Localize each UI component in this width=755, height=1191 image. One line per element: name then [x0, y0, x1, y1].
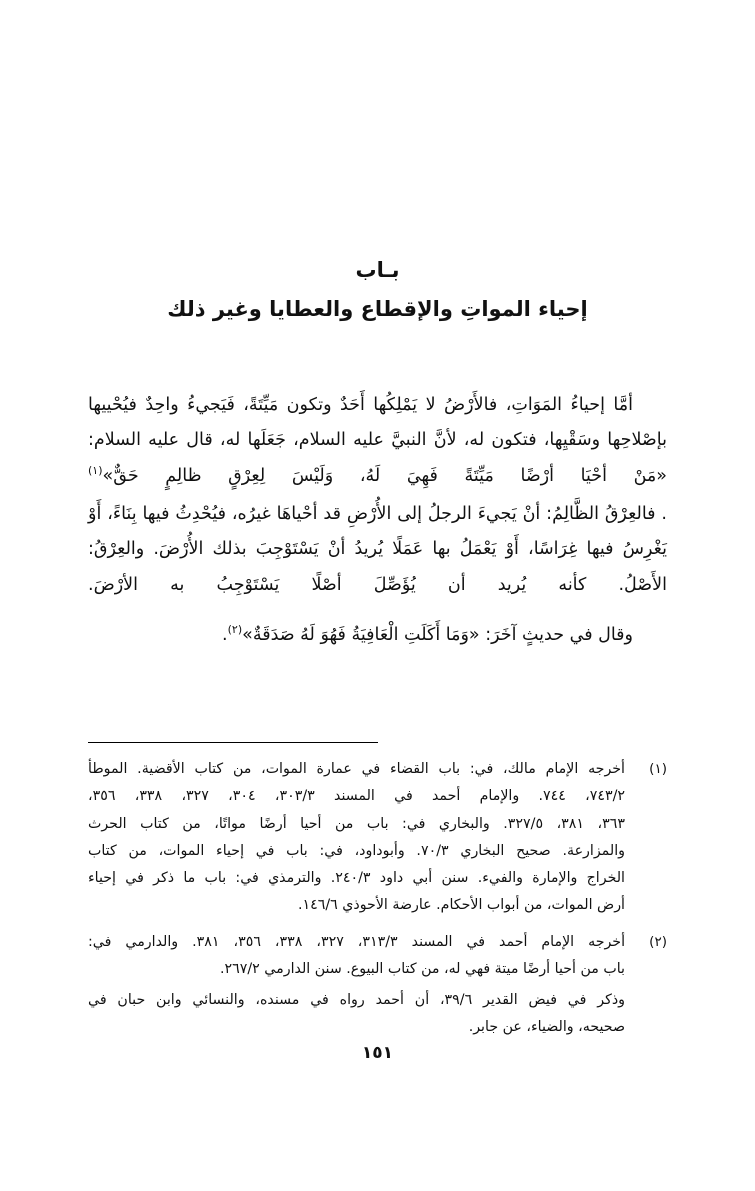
footnote-body — [88, 929, 625, 1042]
chapter-heading — [88, 255, 667, 326]
paragraph-1 — [88, 388, 667, 494]
footnote-separator — [88, 742, 378, 743]
footnote-line: باب من أحيا أرضًا ميتة فهي له، من كتاب البيوع. سنن الدارمي ٢٦٧/٢. — [220, 960, 625, 977]
footnote-line: ٣٦٣، ٣٨١، ٣٢٧/٥. والبخاري في: باب من أحيا أرضًا مواتًا، من كتاب الحرث — [88, 815, 625, 832]
paragraph-spacer — [88, 606, 667, 618]
paragraph-3-text: وقال في حديثٍ آخَرَ: «وَمَا أَكَلَتِ الْعَافِيَةُ فَهُوَ لَهُ صَدَقَةٌ» — [242, 625, 633, 646]
page-number: ١٥١ — [361, 1043, 394, 1063]
footnote-marker: (٢) — [649, 933, 667, 950]
footnote-line: أرض الموات، من أبواب الأحكام. عارضة الأحوذي ١٤٦/٦. — [298, 897, 625, 914]
footnote-ref-1: (١) — [88, 463, 103, 477]
paragraph-3 — [88, 618, 667, 653]
footnote-item — [88, 929, 667, 1042]
paragraph-1-text: أمَّا إحياءُ المَوَاتِ، فالأَرْضُ لا يَمْلِكُها أَحَدٌ وتكون مَيِّتَةً، فَيَجيءُ واحِدٌ فيُحْييها بإصْلاحِها وسَقْيِها، فتكون له، لأنَّ النبيَّ عليه السلام، جَعَلَها له، قال عليه السلام: «مَنْ أحْيَا أرْضًا مَيِّتَةً فَهِيَ لَهُ، وَلَيْسَ لِعِرْقٍ ظالِمٍ حَقٌّ» — [88, 395, 667, 486]
footnote-extra-line: صحيحه، والضياء، عن جابر. — [468, 1019, 625, 1036]
paragraph-2 — [88, 497, 667, 603]
footnote-line: الخراج والإمارة والفيء. سنن أبي داود ٢٤٠/٣. والترمذي في: باب ما ذكر في إحياء — [88, 870, 625, 887]
body-text — [88, 388, 667, 653]
heading-line-1: بـاب — [355, 258, 400, 282]
page-content — [88, 255, 667, 657]
footnote-marker: (١) — [649, 761, 667, 777]
footnote-item — [88, 756, 667, 920]
footnotes-section — [88, 756, 667, 1051]
footnote-line: والمزارعة. صحيح البخاري ٧٠/٣. وأبوداود، في: باب في إحياء الموات، من كتاب — [88, 842, 625, 859]
paragraph-3-period: . — [222, 625, 228, 646]
footnote-ref-2: (٢) — [227, 623, 243, 637]
footnote-body — [88, 756, 625, 920]
heading-line-2: إحياء المواتِ والإقطاع والعطايا وغير ذلك — [167, 296, 588, 321]
footnote-line: ٧٤٣/٢، ٧٤٤. والإمام أحمد في المسند ٣٠٣/٣، ٣٠٤، ٣٢٧، ٣٣٨، ٣٥٦، — [88, 788, 625, 805]
footnote-line: أخرجه الإمام مالك، في: باب القضاء في عمارة الموات، من كتاب الأقضية. الموطأ — [88, 761, 625, 777]
paragraph-2-text: . فالعِرْقُ الظَّالِمُ: أنْ يَجيءَ الرجلُ إلى الأُرْضِ قد أحْياهَا غيرُه، فيُحْدِثُ فيها بِنَاءً، أَوْ يَغْرِسُ فيها غِرَاسًا، أَوْ يَعْمَلُ بها عَمَلًا يُريدُ أنْ يَسْتَوْجِبَ بذلك الأُرْضَ. والعِرْقُ: الأَصْلُ. كأنه يُريد أن يُؤَصِّلَ أصْلًا يَسْتَوْجِبُ به الأرْضَ. — [88, 504, 667, 595]
footnote-extra-line: وذكر في فيض القدير ٣٩/٦، أن أحمد رواه في مسنده، والنسائي وابن حبان في — [88, 992, 625, 1009]
footnote-line: أخرجه الإمام أحمد في المسند ٣١٣/٣، ٣٢٧، ٣٣٨، ٣٥٦، ٣٨١. والدارمي في: — [88, 933, 626, 950]
